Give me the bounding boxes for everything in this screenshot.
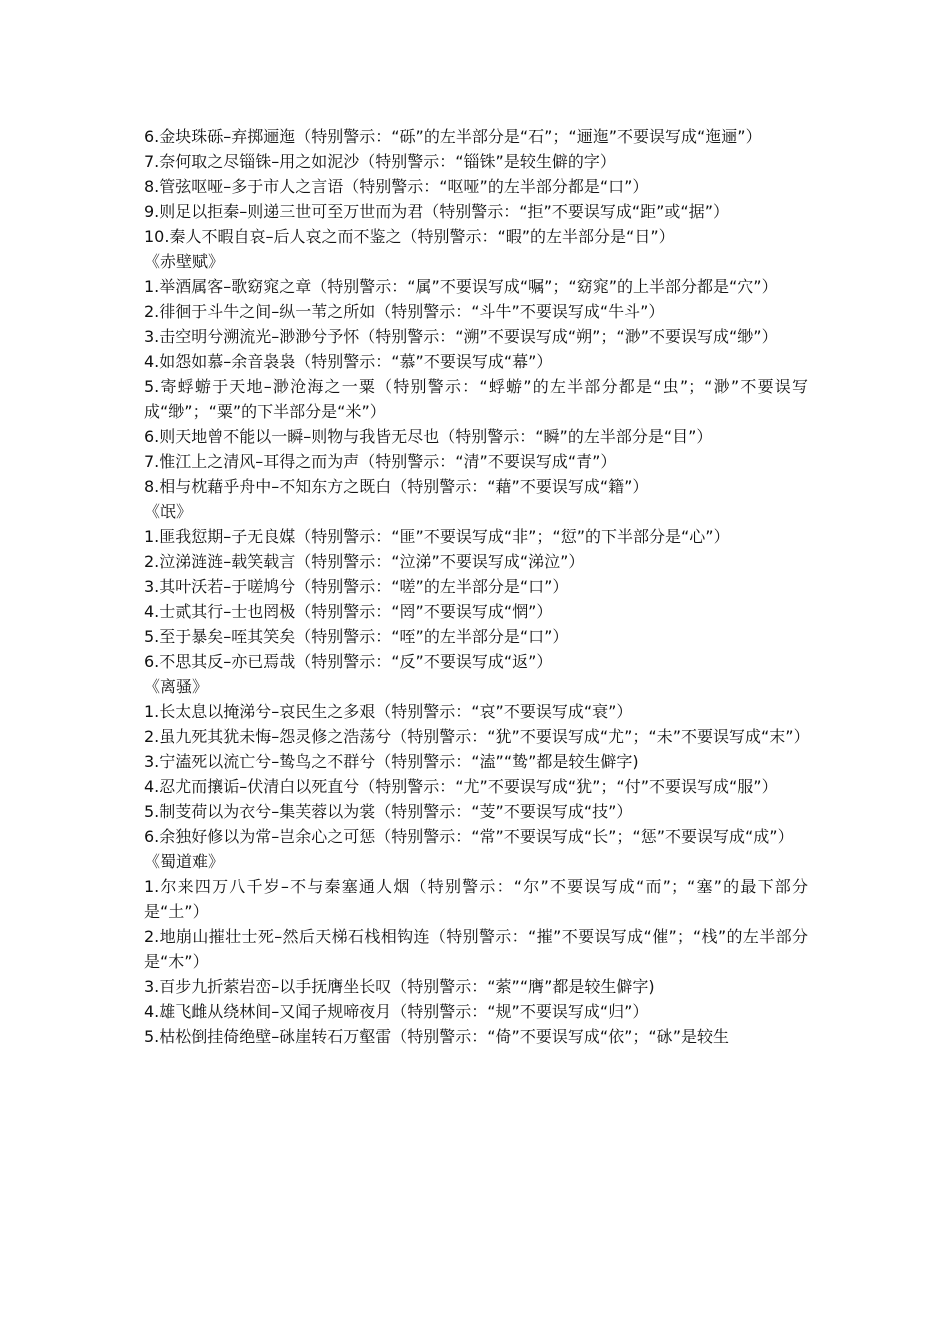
- list-item: 6.则天地曾不能以一瞬–则物与我皆无尽也（特别警示：“瞬”的左半部分是“目”）: [144, 427, 713, 446]
- list-item: 6.金块珠砾–弃掷逦迤（特别警示：“砾”的左半部分是“石”；“逦迤”不要误写成“迤逦”）: [144, 127, 762, 146]
- list-item: 5.制芰荷以为衣兮–集芙蓉以为裳（特别警示：“芰”不要误写成“技”）: [144, 802, 633, 821]
- list-item: 2.虽九死其犹未悔–怨灵修之浩荡兮（特别警示：“犹”不要误写成“尤”；“未”不要误写成“末”）: [144, 727, 810, 746]
- list-item: 3.百步九折萦岩峦–以手抚膺坐长叹（特别警示：“萦”“膺”都是较生僻字): [144, 977, 655, 996]
- list-item: 3.其叶沃若–于嗟鸠兮（特别警示：“嗟”的左半部分是“口”）: [144, 577, 569, 596]
- list-item: 2.地崩山摧壮士死–然后天梯石栈相钩连（特别警示：“摧”不要误写成“催”；“栈”的左半部分是“木”）: [144, 927, 808, 971]
- list-item: 1.举酒属客–歌窈窕之章（特别警示：“属”不要误写成“嘱”；“窈窕”的上半部分都是“穴”）: [144, 277, 778, 296]
- list-item: 4.士贰其行–士也罔极（特别警示：“罔”不要误写成“惘”）: [144, 602, 553, 621]
- list-item: 5.至于暴矣–咥其笑矣（特别警示：“咥”的左半部分是“口”）: [144, 627, 569, 646]
- list-item: 4.忍尤而攘诟–伏清白以死直兮（特别警示：“尤”不要误写成“犹”；“付”不要误写成“服”）: [144, 777, 778, 796]
- list-item: 3.宁溘死以流亡兮–鸷鸟之不群兮（特别警示：“溘”“鸷”都是较生僻字): [144, 752, 639, 771]
- list-item: 6.余独好修以为常–岂余心之可惩（特别警示：“常”不要误写成“长”；“惩”不要误写成“成”）: [144, 827, 794, 846]
- list-item: 2.泣涕涟涟–载笑载言（特别警示：“泣涕”不要误写成“涕泣”）: [144, 552, 585, 571]
- list-item: 4.雄飞雌从绕林间–又闻子规啼夜月（特别警示：“规”不要误写成“归”）: [144, 1002, 649, 1021]
- section-title: 《蜀道难》: [144, 852, 225, 871]
- document-body: [144, 124, 808, 1049]
- list-item: 7.惟江上之清风–耳得之而为声（特别警示：“清”不要误写成“青”）: [144, 452, 617, 471]
- section-title: 《氓》: [144, 502, 193, 521]
- list-item: 1.长太息以掩涕兮–哀民生之多艰（特别警示：“哀”不要误写成“衰”）: [144, 702, 633, 721]
- list-item: 1.尔来四万八千岁–不与秦塞通人烟（特别警示：“尔”不要误写成“而”；“塞”的最下部分是“土”）: [144, 877, 808, 921]
- list-item: 7.奈何取之尽锱铢–用之如泥沙（特别警示：“锱铢”是较生僻的字）: [144, 152, 616, 171]
- list-item: 10.秦人不暇自哀–后人哀之而不鉴之（特别警示：“暇”的左半部分是“日”）: [144, 227, 675, 246]
- list-item: 8.相与枕藉乎舟中–不知东方之既白（特别警示：“藉”不要误写成“籍”）: [144, 477, 649, 496]
- list-item: 1.匪我愆期–子无良媒（特别警示：“匪”不要误写成“非”；“愆”的下半部分是“心”）: [144, 527, 730, 546]
- list-item: 8.管弦呕哑–多于市人之言语（特别警示：“呕哑”的左半部分都是“口”）: [144, 177, 649, 196]
- list-item: 4.如怨如慕–余音袅袅（特别警示：“慕”不要误写成“幕”）: [144, 352, 553, 371]
- list-item: 5.枯松倒挂倚绝壁–砯崖转石万壑雷（特别警示：“倚”不要误写成“依”；“砯”是较生: [144, 1027, 730, 1046]
- list-item: 5.寄蜉蝣于天地–渺沧海之一粟（特别警示：“蜉蝣”的左半部分都是“虫”；“渺”不要误写成“缈”；“粟”的下半部分是“米”）: [144, 377, 808, 421]
- section-title: 《离骚》: [144, 677, 209, 696]
- list-item: 9.则足以拒秦–则递三世可至万世而为君（特别警示：“拒”不要误写成“距”或“据”）: [144, 202, 730, 221]
- section-title: 《赤壁赋》: [144, 252, 225, 271]
- list-item: 6.不思其反–亦已焉哉（特别警示：“反”不要误写成“返”）: [144, 652, 553, 671]
- list-item: 2.徘徊于斗牛之间–纵一苇之所如（特别警示：“斗牛”不要误写成“牛斗”）: [144, 302, 665, 321]
- list-item: 3.击空明兮溯流光–渺渺兮予怀（特别警示：“溯”不要误写成“朔”；“渺”不要误写成“缈”）: [144, 327, 778, 346]
